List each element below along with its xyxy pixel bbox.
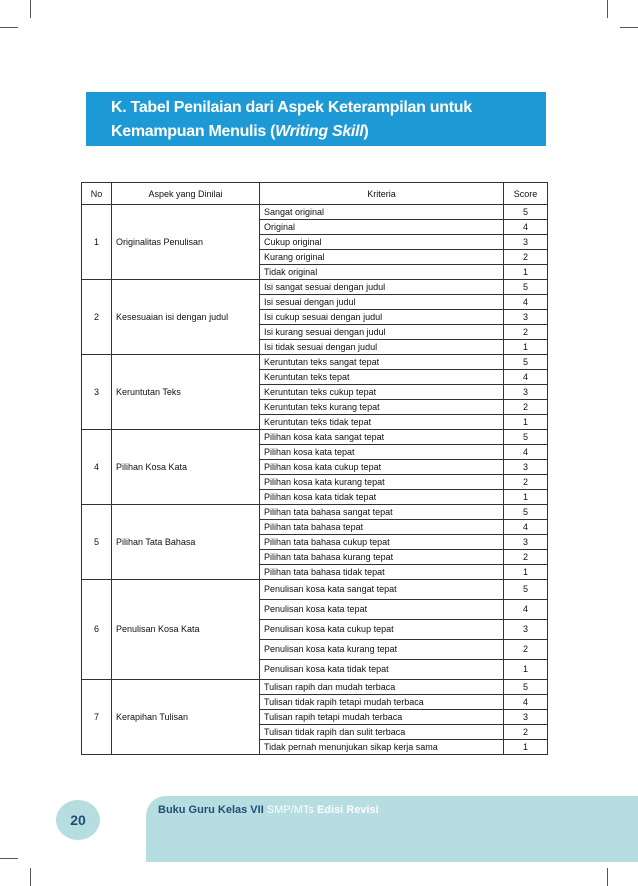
footer-level: SMP/MTs [266,804,314,816]
table-row [82,280,548,295]
criteria-cell: Keruntutan teks kurang tepat [260,400,504,415]
criteria-cell: Pilihan tata bahasa sangat tepat [260,505,504,520]
score-cell: 3 [504,535,548,550]
crop-mark [607,0,608,18]
score-cell: 2 [504,640,548,660]
aspect-cell: Pilihan Tata Bahasa [112,505,260,580]
table-row [82,680,548,695]
score-cell: 1 [504,490,548,505]
score-cell: 4 [504,600,548,620]
score-cell: 3 [504,460,548,475]
criteria-cell: Tidak original [260,265,504,280]
score-cell: 5 [504,680,548,695]
score-cell: 4 [504,520,548,535]
criteria-cell: Pilihan tata bahasa tepat [260,520,504,535]
score-cell: 2 [504,325,548,340]
aspect-cell: Kesesuaian isi dengan judul [112,280,260,355]
header-kriteria: Kriteria [260,183,504,205]
criteria-cell: Penulisan kosa kata sangat tepat [260,580,504,600]
table-body [82,205,548,755]
table-row [82,580,548,600]
row-number: 4 [82,430,112,505]
footer-title: Buku Guru Kelas VII [158,804,264,816]
row-number: 6 [82,580,112,680]
heading-line2-prefix: Kemampuan Menulis ( [111,123,276,140]
criteria-cell: Cukup original [260,235,504,250]
score-cell: 3 [504,620,548,640]
score-cell: 3 [504,310,548,325]
score-cell: 3 [504,235,548,250]
crop-mark [620,27,638,28]
table-header-row [82,183,548,205]
score-cell: 5 [504,205,548,220]
table-row [82,205,548,220]
criteria-cell: Pilihan kosa kata cukup tepat [260,460,504,475]
aspect-cell: Keruntutan Teks [112,355,260,430]
aspect-cell: Penulisan Kosa Kata [112,580,260,680]
score-cell: 5 [504,430,548,445]
criteria-cell: Pilihan kosa kata tidak tepat [260,490,504,505]
score-cell: 4 [504,695,548,710]
crop-mark [607,868,608,886]
criteria-cell: Isi tidak sesuai dengan judul [260,340,504,355]
criteria-cell: Pilihan kosa kata tepat [260,445,504,460]
criteria-cell: Tulisan tidak rapih dan sulit terbaca [260,725,504,740]
section-heading-line2 [111,120,546,144]
table-row [82,430,548,445]
criteria-cell: Tulisan rapih tetapi mudah terbaca [260,710,504,725]
row-number: 2 [82,280,112,355]
aspect-cell: Kerapihan Tulisan [112,680,260,755]
criteria-cell: Penulisan kosa kata tepat [260,600,504,620]
criteria-cell: Penulisan kosa kata tidak tepat [260,660,504,680]
criteria-cell: Pilihan kosa kata sangat tepat [260,430,504,445]
score-cell: 2 [504,250,548,265]
header-no: No [82,183,112,205]
score-cell: 1 [504,565,548,580]
crop-mark [30,0,31,18]
criteria-cell: Tulisan rapih dan mudah terbaca [260,680,504,695]
row-number: 3 [82,355,112,430]
criteria-cell: Sangat original [260,205,504,220]
criteria-cell: Keruntutan teks tidak tepat [260,415,504,430]
score-cell: 2 [504,550,548,565]
criteria-cell: Keruntutan teks sangat tepat [260,355,504,370]
section-heading-line1: K. Tabel Penilaian dari Aspek Keterampilan untuk [111,99,472,116]
footer-edition: Edisi Revisi [316,804,379,816]
score-cell: 4 [504,370,548,385]
score-cell: 5 [504,355,548,370]
score-cell: 1 [504,660,548,680]
criteria-cell: Penulisan kosa kata kurang tepat [260,640,504,660]
crop-mark [30,868,31,886]
score-cell: 4 [504,220,548,235]
crop-mark [0,858,18,859]
header-aspek: Aspek yang Dinilai [112,183,260,205]
score-cell: 1 [504,265,548,280]
criteria-cell: Tulisan tidak rapih tetapi mudah terbaca [260,695,504,710]
row-number: 7 [82,680,112,755]
table-row [82,355,548,370]
score-cell: 2 [504,400,548,415]
score-cell: 1 [504,415,548,430]
criteria-cell: Isi sangat sesuai dengan judul [260,280,504,295]
criteria-cell: Isi kurang sesuai dengan judul [260,325,504,340]
page-number: 20 [56,800,100,840]
score-cell: 5 [504,580,548,600]
section-heading-banner [86,92,546,146]
score-cell: 4 [504,445,548,460]
criteria-cell: Tidak pernah menunjukan sikap kerja sama [260,740,504,755]
criteria-cell: Pilihan kosa kata kurang tepat [260,475,504,490]
score-cell: 5 [504,280,548,295]
score-cell: 3 [504,385,548,400]
criteria-cell: Keruntutan teks cukup tepat [260,385,504,400]
footer-book-title [158,804,379,816]
score-cell: 1 [504,340,548,355]
aspect-cell: Pilihan Kosa Kata [112,430,260,505]
score-cell: 5 [504,505,548,520]
criteria-cell: Isi sesuai dengan judul [260,295,504,310]
table-row [82,505,548,520]
criteria-cell: Isi cukup sesuai dengan judul [260,310,504,325]
criteria-cell: Keruntutan teks tepat [260,370,504,385]
score-cell: 4 [504,295,548,310]
assessment-table [81,182,548,755]
crop-mark [0,27,18,28]
criteria-cell: Original [260,220,504,235]
criteria-cell: Pilihan tata bahasa cukup tepat [260,535,504,550]
score-cell: 1 [504,740,548,755]
row-number: 5 [82,505,112,580]
score-cell: 3 [504,710,548,725]
heading-line2-suffix: ) [363,123,369,140]
criteria-cell: Pilihan tata bahasa kurang tepat [260,550,504,565]
score-cell: 2 [504,475,548,490]
score-cell: 2 [504,725,548,740]
row-number: 1 [82,205,112,280]
heading-line2-italic: Writing Skill [275,123,364,140]
aspect-cell: Originalitas Penulisan [112,205,260,280]
criteria-cell: Pilihan tata bahasa tidak tepat [260,565,504,580]
criteria-cell: Kurang original [260,250,504,265]
criteria-cell: Penulisan kosa kata cukup tepat [260,620,504,640]
header-score: Score [504,183,548,205]
